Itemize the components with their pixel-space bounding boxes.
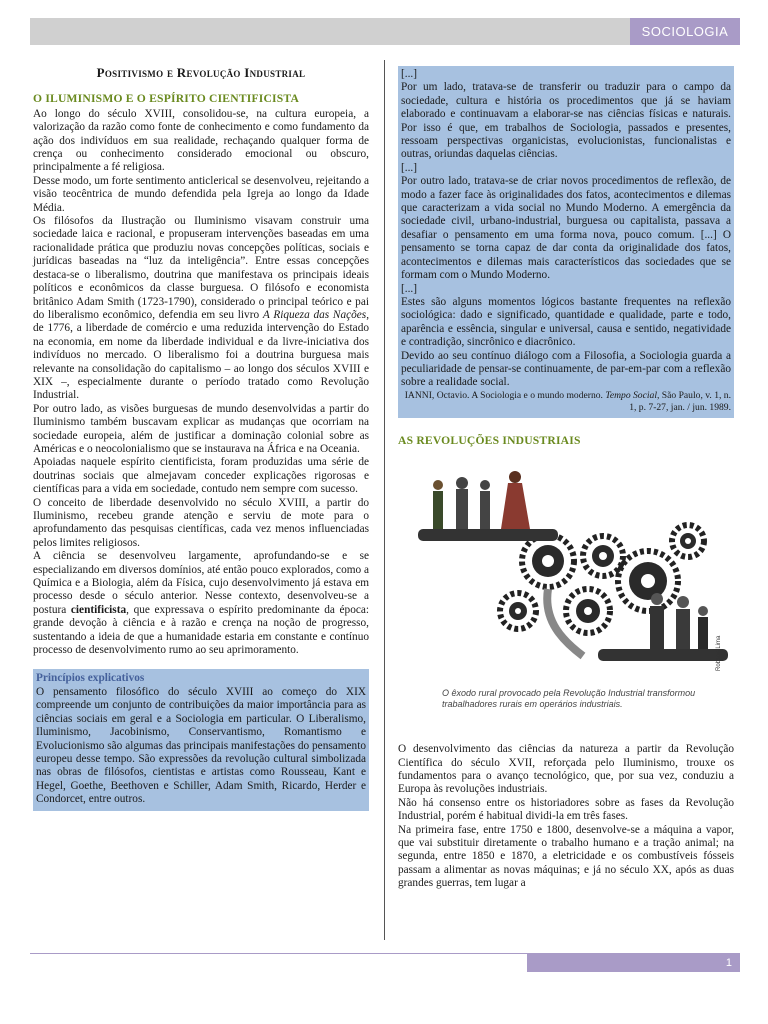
paragraph — [33, 215, 369, 403]
paragraph: Apoiadas naquele espírito cientificista, foram produzidas uma série de doutrinas sociais que almejavam conceder explicações rigorosas e científicas para a vida em sociedade, contudo nem sempre com sucesso. — [33, 456, 369, 496]
ellipsis: [...] — [401, 161, 417, 174]
paragraph: Por outro lado, as visões burguesas de mundo desenvolvidas a partir do Iluminismo também buscavam explicar as mudanças que ocorriam na sociedade europeia, além de justificar a dominação colonial sobre as Américas e o neocolonialismo que se instaurava na África e na Oceania. — [33, 402, 369, 455]
paragraph-text: Os filósofos da Ilustração ou Iluminismo visavam construir uma sociedade laica e racional, e propuseram intervenções baseadas em uma racionalidade prática que produziu novas concepções políticas, sociais e jurídicas baseadas na “luz da inteligência”. Entre essas concepções destaca-se o liberalismo, doutrina que manifestava os principais ideais políticos e econômicos da classe burguesa. O filósofo e economista britânico Adam Smith (1723-1790), considerado o principal teórico e pai do liberalismo econômico, defendia em seu livro — [33, 215, 369, 321]
citation-details: , São Paulo, v. 1, n. 1, p. 7-27, jan. / jun. 1989. — [629, 389, 731, 413]
gears-figures-drawing — [398, 461, 734, 687]
paragraph-text: , que expressava o espírito predominante da época: grande devoção à ciência e à razão e crença na noção de progresso, sustentando a ideia de que a humanidade estaria em constante e contínuo processo de desenvolvimento rumo ao seu aprimoramento. — [33, 603, 370, 657]
ellipsis: [...] — [401, 282, 417, 295]
bold-term: cientificista — [70, 603, 127, 616]
section-tag: SOCIOLOGIA — [630, 18, 740, 45]
paragraph: Desse modo, um forte sentimento anticlerical se desenvolveu, rejeitando a visão teocêntrica de mundo defendida pela Igreja ao longo da Idade Média. — [33, 174, 369, 214]
principles-text: O pensamento filosófico do século XVIII ao começo do XIX compreende um conjunto de contribuições da maior importância para as ciências sociais em geral e a Sociologia em particular. O Liberalismo, Iluminismo, Jacobinismo, Conservantismo, Romantismo e Evolucionismo são algumas das principais manifestações do pensamento europeu desse tempo. São expressões da revolução cultural simbolizada nas obras de filósofos, cientistas e artistas como Rousseau, Kant e Hegel, Goethe, Beethoven e Schiller, Adam Smith, Ricardo, Herder e Condorcet, entre outros. — [36, 685, 366, 806]
book-title: A Riqueza das Nações — [262, 308, 367, 321]
page-number: 1 — [527, 954, 740, 972]
principles-box — [33, 669, 369, 810]
section-heading-iluminismo: O ILUMINISMO E O ESPÍRITO CIENTIFICISTA — [33, 92, 300, 106]
quote-paragraph: Por outro lado, tratava-se de criar novos procedimentos de reflexão, de modo a fazer face às originalidades dos fatos, acontecimentos e dilemas que caracterizam a vida social no Mundo Moderno. A emergência da sociedade civil, urbano-industrial, burguesa ou capitalista, passava a desafiar o pensamento em uma forma nova, pouco comum. [...] O pensamento se torna capaz de dar conta da originalidade dos fatos, acontecimentos e dilemas mais característicos das sociedades que se formam com o Mundo Moderno. — [401, 175, 731, 282]
left-column — [33, 66, 369, 811]
right-column — [398, 66, 734, 891]
section-heading-revolucoes: AS REVOLUÇÕES INDUSTRIAIS — [398, 433, 581, 447]
citation — [401, 390, 731, 414]
citation-author: IANNI, Octavio. A Sociologia e o mundo moderno. — [404, 389, 603, 401]
paragraph — [33, 550, 369, 657]
figure-caption: O êxodo rural provocado pela Revolução Industrial transformou trabalhadores rurais em operários industriais. — [442, 688, 696, 710]
quote-box — [398, 66, 734, 418]
paragraph: Não há consenso entre os historiadores sobre as fases da Revolução Industrial, porém é habitual dividi-la em três fases. — [398, 796, 734, 823]
quote-paragraph: Estes são alguns momentos lógicos bastante frequentes na reflexão sociológica: dado e significado, quantidade e qualidade, parte e todo, aparência e essência, singular e universal, causa e sentido, negatividade e contradição, sincrônico e diacrônico. — [401, 295, 731, 349]
principles-heading: Princípios explicativos — [36, 672, 145, 685]
citation-journal: Tempo Social — [605, 389, 657, 401]
paragraph: Na primeira fase, entre 1750 e 1800, desenvolve-se a máquina a vapor, que vai substituir diretamente o trabalho humano e a tração animal; na segunda, entre 1850 e 1870, a eletricidade e os combustíveis fósseis passam a alimentar as novas máquinas; e já no século XX, após as duas grandes guerras, tem lugar a — [398, 823, 734, 890]
paragraph-text: , de 1776, a liberdade de comércio e uma reduzida intervenção do Estado na economia, em nome da liberdade individual e da livre-iniciativa dos indivíduos no mercado. O liberalismo foi a doutrina burguesa mais relevante na consolidação do capitalismo – ao longo dos séculos XVIII e XIX –, especialmente durante o período tratado como Revolução Industrial. — [33, 308, 370, 402]
paragraph: O desenvolvimento das ciências da natureza a partir da Revolução Científica do século XVII, reforçada pelo Iluminismo, trouxe os fundamentos para o avanço tecnológico, que, por sua vez, conduziu a Europa às revoluções industriais. — [398, 743, 734, 796]
paragraph: O conceito de liberdade desenvolvido no século XVIII, a partir do Iluminismo, recebeu grande atenção e serviu de mote para o aprofundamento das pesquisas científicas, cada vez menos influenciadas pelos limites religiosos. — [33, 496, 369, 549]
paragraph: Ao longo do século XVIII, consolidou-se, na cultura europeia, a valorização da razão como fonte de conhecimento e como fundamento da ação dos indivíduos em sua realidade, rechaçando qualquer forma de crença ou conhecimento considerado emocional ou obscuro, principalmente a fé religiosa. — [33, 107, 369, 174]
header-bar — [30, 18, 740, 45]
column-divider — [384, 60, 385, 940]
ellipsis: [...] — [401, 68, 417, 80]
paragraph-text: A ciência se desenvolveu largamente, aprofundando-se e se especializando em diversos domínios, até então pouco explorados, como a Química e a Biologia, além da Física, cujo desenvolvimento já estava em processo desde o século anterior. Nesse contexto, desenvolveu-se a postura — [33, 550, 369, 616]
artist-signature: Robson Lima — [716, 635, 722, 672]
industrial-revolution-illustration — [398, 461, 734, 719]
quote-paragraph: Por um lado, tratava-se de transferir ou traduzir para o campo da sociedade, cultura e história os procedimentos que já se haviam elaborado e continuavam a elaborar-se nas ciências físicas e naturais. Por isso é que, em trabalhos de Sociologia, passados e presentes, ressoam perspectivas organicistas, evolucionistas, funcionalistas e outras, oriundas daquelas ciências. — [401, 81, 731, 161]
page-title: Positivismo e Revolução Industrial — [96, 65, 306, 80]
quote-paragraph: Devido ao seu contínuo diálogo com a Filosofia, a Sociologia guarda a peculiaridade de pensar-se continuamente, de par-em-par com a reflexão sobre a realidade social. — [401, 349, 731, 389]
